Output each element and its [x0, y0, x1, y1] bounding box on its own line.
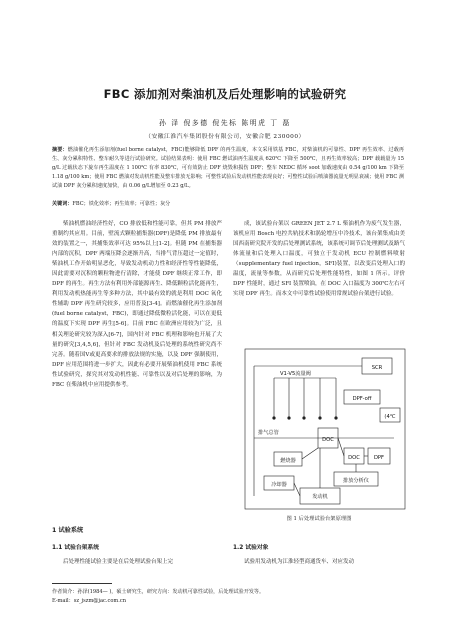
test-bench-schematic	[244, 348, 406, 511]
subsection-paragraph: 后处理性能试验主要是在后处理试验台架上完	[63, 559, 174, 565]
right-column-paragraph: 成，该试验台架以 GREEN JET 2.7 L 柴油机作为废气发生器，该机应用 Bosch 电控共轨技术和涡轮增压中冷技术，该台架集成由美国西南研究院开发的后处理测试系统，该系统可调节后处理测试及路气体流量和后处理入口温度，可独立于发动机 ECU 控制燃料喷射（supplementary fuel injection，SFI)装置，以改变后处理入口的温度，流量等参数，从而研究后处理性能特性，如图 1 所示。评价 DPF 性能时，通过 SFI 装置喷油，在 DOC 入口温度为 300℃左右可实现 DPF 再生。而本文中可靠性试验使用常规试验台架进行试验。	[233, 221, 405, 298]
paper-title: FBC 添加剂对柴油机及后处理影响的试验研究	[103, 87, 347, 101]
footnote-divider	[52, 583, 112, 584]
subsection-paragraph-2: 试验用发动机为江淮轻型商通货车、对应发动	[244, 559, 355, 565]
dpf-off-label: DPF-off	[352, 396, 372, 402]
subsection-heading-2: 1.2 试验对象	[233, 545, 269, 551]
doc-label-2: DOC	[348, 455, 360, 461]
keywords-label: 关键词：	[52, 201, 73, 207]
scr-label: SCR	[371, 365, 383, 371]
author-footnote: 作者简介：孙泽(1984— )，硕士研究生，研究方向：发动机可靠性试验，后处理试验开发等。	[52, 589, 265, 595]
doc-label-1: DOC	[322, 437, 334, 443]
dpf-label: DPF	[373, 455, 385, 461]
burner-label: 燃烧器	[280, 458, 296, 464]
keywords-text: FBC；铁化效率；再生效率；可靠性；灰分	[72, 201, 171, 207]
abstract-label: 摘要：	[52, 147, 68, 153]
section-heading: 1 试验系统	[52, 527, 84, 534]
engine-label: 发动机	[312, 494, 328, 500]
flow-valve-label: V1-V5流量阀	[280, 371, 311, 377]
author-email: E-mail：sz_jszm@jac.com.cn	[52, 598, 126, 604]
keywords	[52, 200, 404, 209]
temperature-label: (4℃	[384, 414, 396, 420]
authors: 孙 泽 倪多德 倪先标 陈明虎 丁 磊	[159, 119, 291, 127]
exhaust-manifold-label: 排气总管	[258, 430, 279, 436]
intro-paragraph: 柴油机燃油经济性好，CO 排放低和性能可靠，但其 PM 排放严重制约其应用。目前，壁流式颗粒捕集器(DPF)是降低 PM 排放最有效的装置之一，其捕集效率可达 95%以上[1-2]。但随 PM 在捕集器内部的沉积，DPF 两端压降会逐渐升高，当排气背压超过一定值时，柴油机工作开始明显恶化，导致发动机动力性和经济性等性能降低，因此需要对沉积的颗粒物进行清除，才能使 DPF 继续正常工作，即 DPF 的再生。再生方法有利用外部能源再生、降低颗粒活化能再生，利用发动机热能再生等多种方法，其中最有效的就是利用 DOC 氧化性辅助 DPF 再生研究较多，应用普及[3-4]。而燃油催化再生添加剂(fuel borne catalyst，FBC)，即通过降低微粒活化能，可以在更低的温度下实现 DPF 再生[5-6]。目前 FBC 在欧洲应用较为广泛，且相关理论研究较为深入[6-7]，国内针对 FBC 机理和影响也开展了大量的研究[3,4,5,6]，但针对 FBC 发动机及后处理的系统性研究尚不完善。随着国Ⅴ或更高要求的排放法规的实施，以及 DPF 强制使用，DPF 应用范围将进一步扩大，因此有必要开展柴油机使用 FBC 系统性试验研究，探究其对发动机性能、可靠性以及对后处理的影响，为 FBC 在柴油机中应用提供参考。	[52, 221, 222, 388]
affiliation: （安徽江淮汽车集团股份有限公司，安徽合肥 230000）	[145, 134, 305, 140]
figure-caption: 图 1 后处理试验台架原理图	[286, 516, 352, 522]
schematic-frame	[245, 349, 405, 509]
abstract-text: 燃油催化再生添加剂(fuel borne catalyst，FBC)能够降低 DPF 的再生温度，本文采用铁基 FBC，对柴油机的可靠性、DPF 再生效率、过载再生、灰分累积特性、整车耐久等进行试验研究。试验结果表明：使用 FBC 燃试油再生温度从 620℃ 下降至 500℃，且再生效率较高；DPF 载载量为 15 g/L 过载状态下旋车再生温度在 1 100℃ 有率 830℃，可有效防止 DPF 烧毁和损伤 DPF；整车 NEDC 循环 soot 加载速度由 0.54 g/100 km 下降至 1.18 g/100 km；使用 FBC 燃油对发动机性能及整车排放无影响；可整性试验后发动机性能表现良好；可整性试验后喷油器流量无明显衰减；使用 FBC 测试油 DPF 灰分累积速度加快，由 0.06 g/L增加至 0.23 g/L。	[52, 147, 404, 189]
subsection-heading: 1.1 试验台架系统	[52, 545, 100, 551]
emission-analyzer-label: 排放分析仪	[343, 478, 369, 484]
cooler-label: 冷却器	[271, 482, 287, 488]
abstract	[52, 146, 404, 191]
